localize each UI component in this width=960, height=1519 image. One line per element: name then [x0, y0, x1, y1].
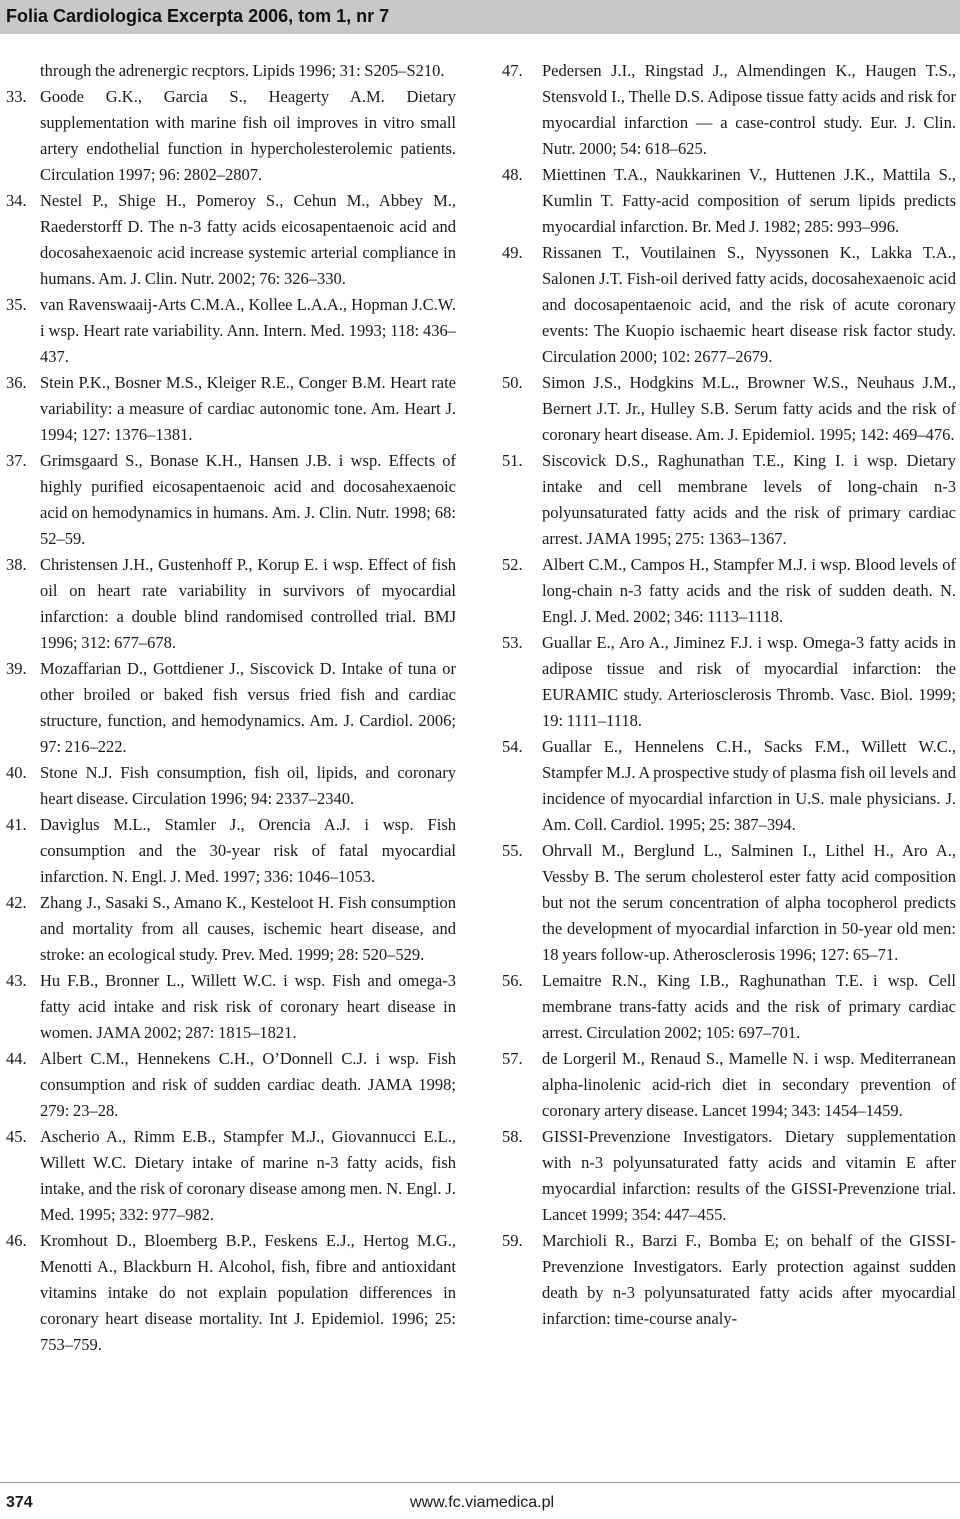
reference-number: 47.: [502, 61, 523, 80]
reference-item: [496, 734, 960, 838]
reference-item: [0, 58, 470, 84]
reference-text: Daviglus M.L., Stamler J., Orencia A.J. i wsp. Fish consumption and the 30-year risk of fatal myocardial infarction. N. Engl. J. Med. 1997; 336: 1046–1053.: [40, 815, 456, 886]
reference-number: 55.: [502, 841, 523, 860]
references-right-column: [496, 58, 960, 1332]
reference-text: Marchioli R., Barzi F., Bomba E; on behalf of the GISSI-Prevenzione Investigators. Early protection against sudden death by n-3 polyunsaturated fatty acids after myocardial infarction: time-course analy-: [542, 1231, 956, 1328]
reference-number: 48.: [502, 165, 523, 184]
reference-item: [496, 370, 960, 448]
reference-item: [0, 1228, 470, 1358]
reference-text: Albert C.M., Hennekens C.H., O’Donnell C.J. i wsp. Fish consumption and risk of sudden cardiac death. JAMA 1998; 279: 23–28.: [40, 1049, 456, 1120]
reference-item: [496, 1124, 960, 1228]
reference-item: [0, 1124, 470, 1228]
reference-item: [496, 162, 960, 240]
reference-item: [0, 370, 470, 448]
reference-item: [0, 656, 470, 760]
reference-text: de Lorgeril M., Renaud S., Mamelle N. i wsp. Mediterranean alpha-linolenic acid-rich diet in secondary prevention of coronary artery disease. Lancet 1994; 343: 1454–1459.: [542, 1049, 956, 1120]
reference-number: 57.: [502, 1049, 523, 1068]
reference-text: Nestel P., Shige H., Pomeroy S., Cehun M., Abbey M., Raederstorff D. The n-3 fatty acids eicosapentaenoic acid and docosahexaenoic acid increase systemic arterial compliance in humans. Am. J. Clin. Nutr. 2002; 76: 326–330.: [40, 191, 456, 288]
reference-text: GISSI-Prevenzione Investigators. Dietary supplementation with n-3 polyunsaturated fatty acids and vitamin E after myocardial infarction: results of the GISSI-Prevenzione trial. Lancet 1999; 354: 447–455.: [542, 1127, 956, 1224]
reference-item: [496, 448, 960, 552]
reference-item: [496, 1228, 960, 1332]
website-link[interactable]: www.fc.viamedica.pl: [410, 1494, 555, 1511]
reference-number: 42.: [6, 893, 27, 912]
reference-number: 39.: [6, 659, 27, 678]
reference-number: 54.: [502, 737, 523, 756]
reference-item: [496, 552, 960, 630]
reference-text: Guallar E., Aro A., Jiminez F.J. i wsp. Omega-3 fatty acids in adipose tissue and risk of myocardial infarction: the EURAMIC study. Arteriosclerosis Thromb. Vasc. Biol. 1999; 19: 1111–1118.: [542, 633, 956, 730]
reference-text: Ascherio A., Rimm E.B., Stampfer M.J., Giovannucci E.L., Willett W.C. Dietary intake of marine n-3 fatty acids, fish intake, and the risk of coronary disease among men. N. Engl. J. Med. 1995; 332: 977–982.: [40, 1127, 456, 1224]
reference-text: Mozaffarian D., Gottdiener J., Siscovick D. Intake of tuna or other broiled or baked fish versus fried fish and cardiac structure, function, and hemodynamics. Am. J. Cardiol. 2006; 97: 216–222.: [40, 659, 456, 756]
reference-item: [496, 968, 960, 1046]
reference-item: [0, 448, 470, 552]
reference-number: 35.: [6, 295, 27, 314]
reference-text: through the adrenergic recptors. Lipids 1996; 31: S205–S210.: [40, 61, 445, 80]
reference-number: 50.: [502, 373, 523, 392]
footer-divider: [0, 1482, 960, 1483]
reference-text: Albert C.M., Campos H., Stampfer M.J. i wsp. Blood levels of long-chain n-3 fatty acids and the risk of sudden death. N. Engl. J. Med. 2002; 346: 1113–1118.: [542, 555, 956, 626]
reference-text: Miettinen T.A., Naukkarinen V., Huttenen J.K., Mattila S., Kumlin T. Fatty-acid composition of serum lipids predicts myocardial infarction. Br. Med J. 1982; 285: 993–996.: [542, 165, 956, 236]
reference-number: 52.: [502, 555, 523, 574]
reference-item: [496, 240, 960, 370]
reference-text: Guallar E., Hennelens C.H., Sacks F.M., Willett W.C., Stampfer M.J. A prospective study of plasma fish oil levels and incidence of myocardial infarction in U.S. male physicians. J. Am. Coll. Cardiol. 1995; 25: 387–394.: [542, 737, 956, 834]
reference-item: [0, 812, 470, 890]
reference-number: 58.: [502, 1127, 523, 1146]
reference-number: 53.: [502, 633, 523, 652]
reference-text: Stein P.K., Bosner M.S., Kleiger R.E., Conger B.M. Heart rate variability: a measure of cardiac autonomic tone. Am. Heart J. 1994; 127: 1376–1381.: [40, 373, 456, 444]
reference-number: 51.: [502, 451, 523, 470]
reference-item: [0, 84, 470, 188]
reference-text: Goode G.K., Garcia S., Heagerty A.M. Dietary supplementation with marine fish oil improves in vitro small artery endothelial function in hypercholesterolemic patients. Circulation 1997; 96: 2802–2807.: [40, 87, 456, 184]
reference-text: Hu F.B., Bronner L., Willett W.C. i wsp. Fish and omega-3 fatty acid intake and risk risk of coronary heart disease in women. JAMA 2002; 287: 1815–1821.: [40, 971, 456, 1042]
journal-title: Folia Cardiologica Excerpta 2006, tom 1, nr 7: [6, 6, 390, 26]
reference-text: Pedersen J.I., Ringstad J., Almendingen K., Haugen T.S., Stensvold I., Thelle D.S. Adipose tissue fatty acids and risk for myocardial infarction — a case-control study. Eur. J. Clin. Nutr. 2000; 54: 618–625.: [542, 61, 956, 158]
reference-number: 36.: [6, 373, 27, 392]
reference-text: Simon J.S., Hodgkins M.L., Browner W.S., Neuhaus J.M., Bernert J.T. Jr., Hulley S.B. Serum fatty acids and the risk of coronary heart disease. Am. J. Epidemiol. 1995; 142: 469–476.: [542, 373, 956, 444]
page-number: 374: [6, 1494, 33, 1511]
reference-item: [496, 630, 960, 734]
reference-number: 37.: [6, 451, 27, 470]
reference-text: van Ravenswaaij-Arts C.M.A., Kollee L.A.A., Hopman J.C.W. i wsp. Heart rate variability. Ann. Intern. Med. 1993; 118: 436–437.: [40, 295, 456, 366]
reference-item: [0, 552, 470, 656]
reference-item: [0, 760, 470, 812]
reference-number: 44.: [6, 1049, 27, 1068]
reference-text: Zhang J., Sasaki S., Amano K., Kesteloot H. Fish consumption and mortality from all causes, ischemic heart disease, and stroke: an ecological study. Prev. Med. 1999; 28: 520–529.: [40, 893, 456, 964]
reference-number: 38.: [6, 555, 27, 574]
reference-number: 45.: [6, 1127, 27, 1146]
reference-item: [0, 188, 470, 292]
reference-item: [0, 968, 470, 1046]
reference-number: 43.: [6, 971, 27, 990]
reference-number: 56.: [502, 971, 523, 990]
reference-item: [0, 890, 470, 968]
reference-item: [0, 1046, 470, 1124]
reference-number: 41.: [6, 815, 27, 834]
reference-text: Siscovick D.S., Raghunathan T.E., King I. i wsp. Dietary intake and cell membrane levels of long-chain n-3 polyunsaturated fatty acids and the risk of primary cardiac arrest. JAMA 1995; 275: 1363–1367.: [542, 451, 956, 548]
reference-item: [0, 292, 470, 370]
reference-item: [496, 838, 960, 968]
journal-header: [0, 0, 960, 34]
reference-text: Christensen J.H., Gustenhoff P., Korup E. i wsp. Effect of fish oil on heart rate variability in survivors of myocardial infarction: a double blind randomised controlled trial. BMJ 1996; 312: 677–678.: [40, 555, 456, 652]
reference-item: [496, 1046, 960, 1124]
reference-text: Stone N.J. Fish consumption, fish oil, lipids, and coronary heart disease. Circulation 1996; 94: 2337–2340.: [40, 763, 456, 808]
references-left-column: [0, 58, 470, 1358]
reference-text: Ohrvall M., Berglund L., Salminen I., Lithel H., Aro A., Vessby B. The serum cholesterol ester fatty acid composition but not the serum concentration of alpha tocopherol predicts the development of myocardial infarction in 50-year old men: 18 years follow-up. Atherosclerosis 1996; 127: 65–71.: [542, 841, 956, 964]
reference-number: 59.: [502, 1231, 523, 1250]
reference-text: Grimsgaard S., Bonase K.H., Hansen J.B. i wsp. Effects of highly purified eicosapentaenoic acid and docosahexaenoic acid on hemodynamics in humans. Am. J. Clin. Nutr. 1998; 68: 52–59.: [40, 451, 456, 548]
reference-number: 34.: [6, 191, 27, 210]
reference-number: 40.: [6, 763, 27, 782]
reference-text: Kromhout D., Bloemberg B.P., Feskens E.J., Hertog M.G., Menotti A., Blackburn H. Alcohol, fish, fibre and antioxidant vitamins intake do not explain population differences in coronary heart disease mortality. Int J. Epidemiol. 1996; 25: 753–759.: [40, 1231, 456, 1354]
reference-number: 33.: [6, 87, 27, 106]
reference-number: 46.: [6, 1231, 27, 1250]
reference-item: [496, 58, 960, 162]
reference-text: Rissanen T., Voutilainen S., Nyyssonen K., Lakka T.A., Salonen J.T. Fish-oil derived fatty acids, docosahexaenoic acid and docosapentaenoic acid, and the risk of acute coronary events: The Kuopio ischaemic heart disease risk factor study. Circulation 2000; 102: 2677–2679.: [542, 243, 956, 366]
reference-text: Lemaitre R.N., King I.B., Raghunathan T.E. i wsp. Cell membrane trans-fatty acids and the risk of primary cardiac arrest. Circulation 2002; 105: 697–701.: [542, 971, 956, 1042]
reference-number: 49.: [502, 243, 523, 262]
